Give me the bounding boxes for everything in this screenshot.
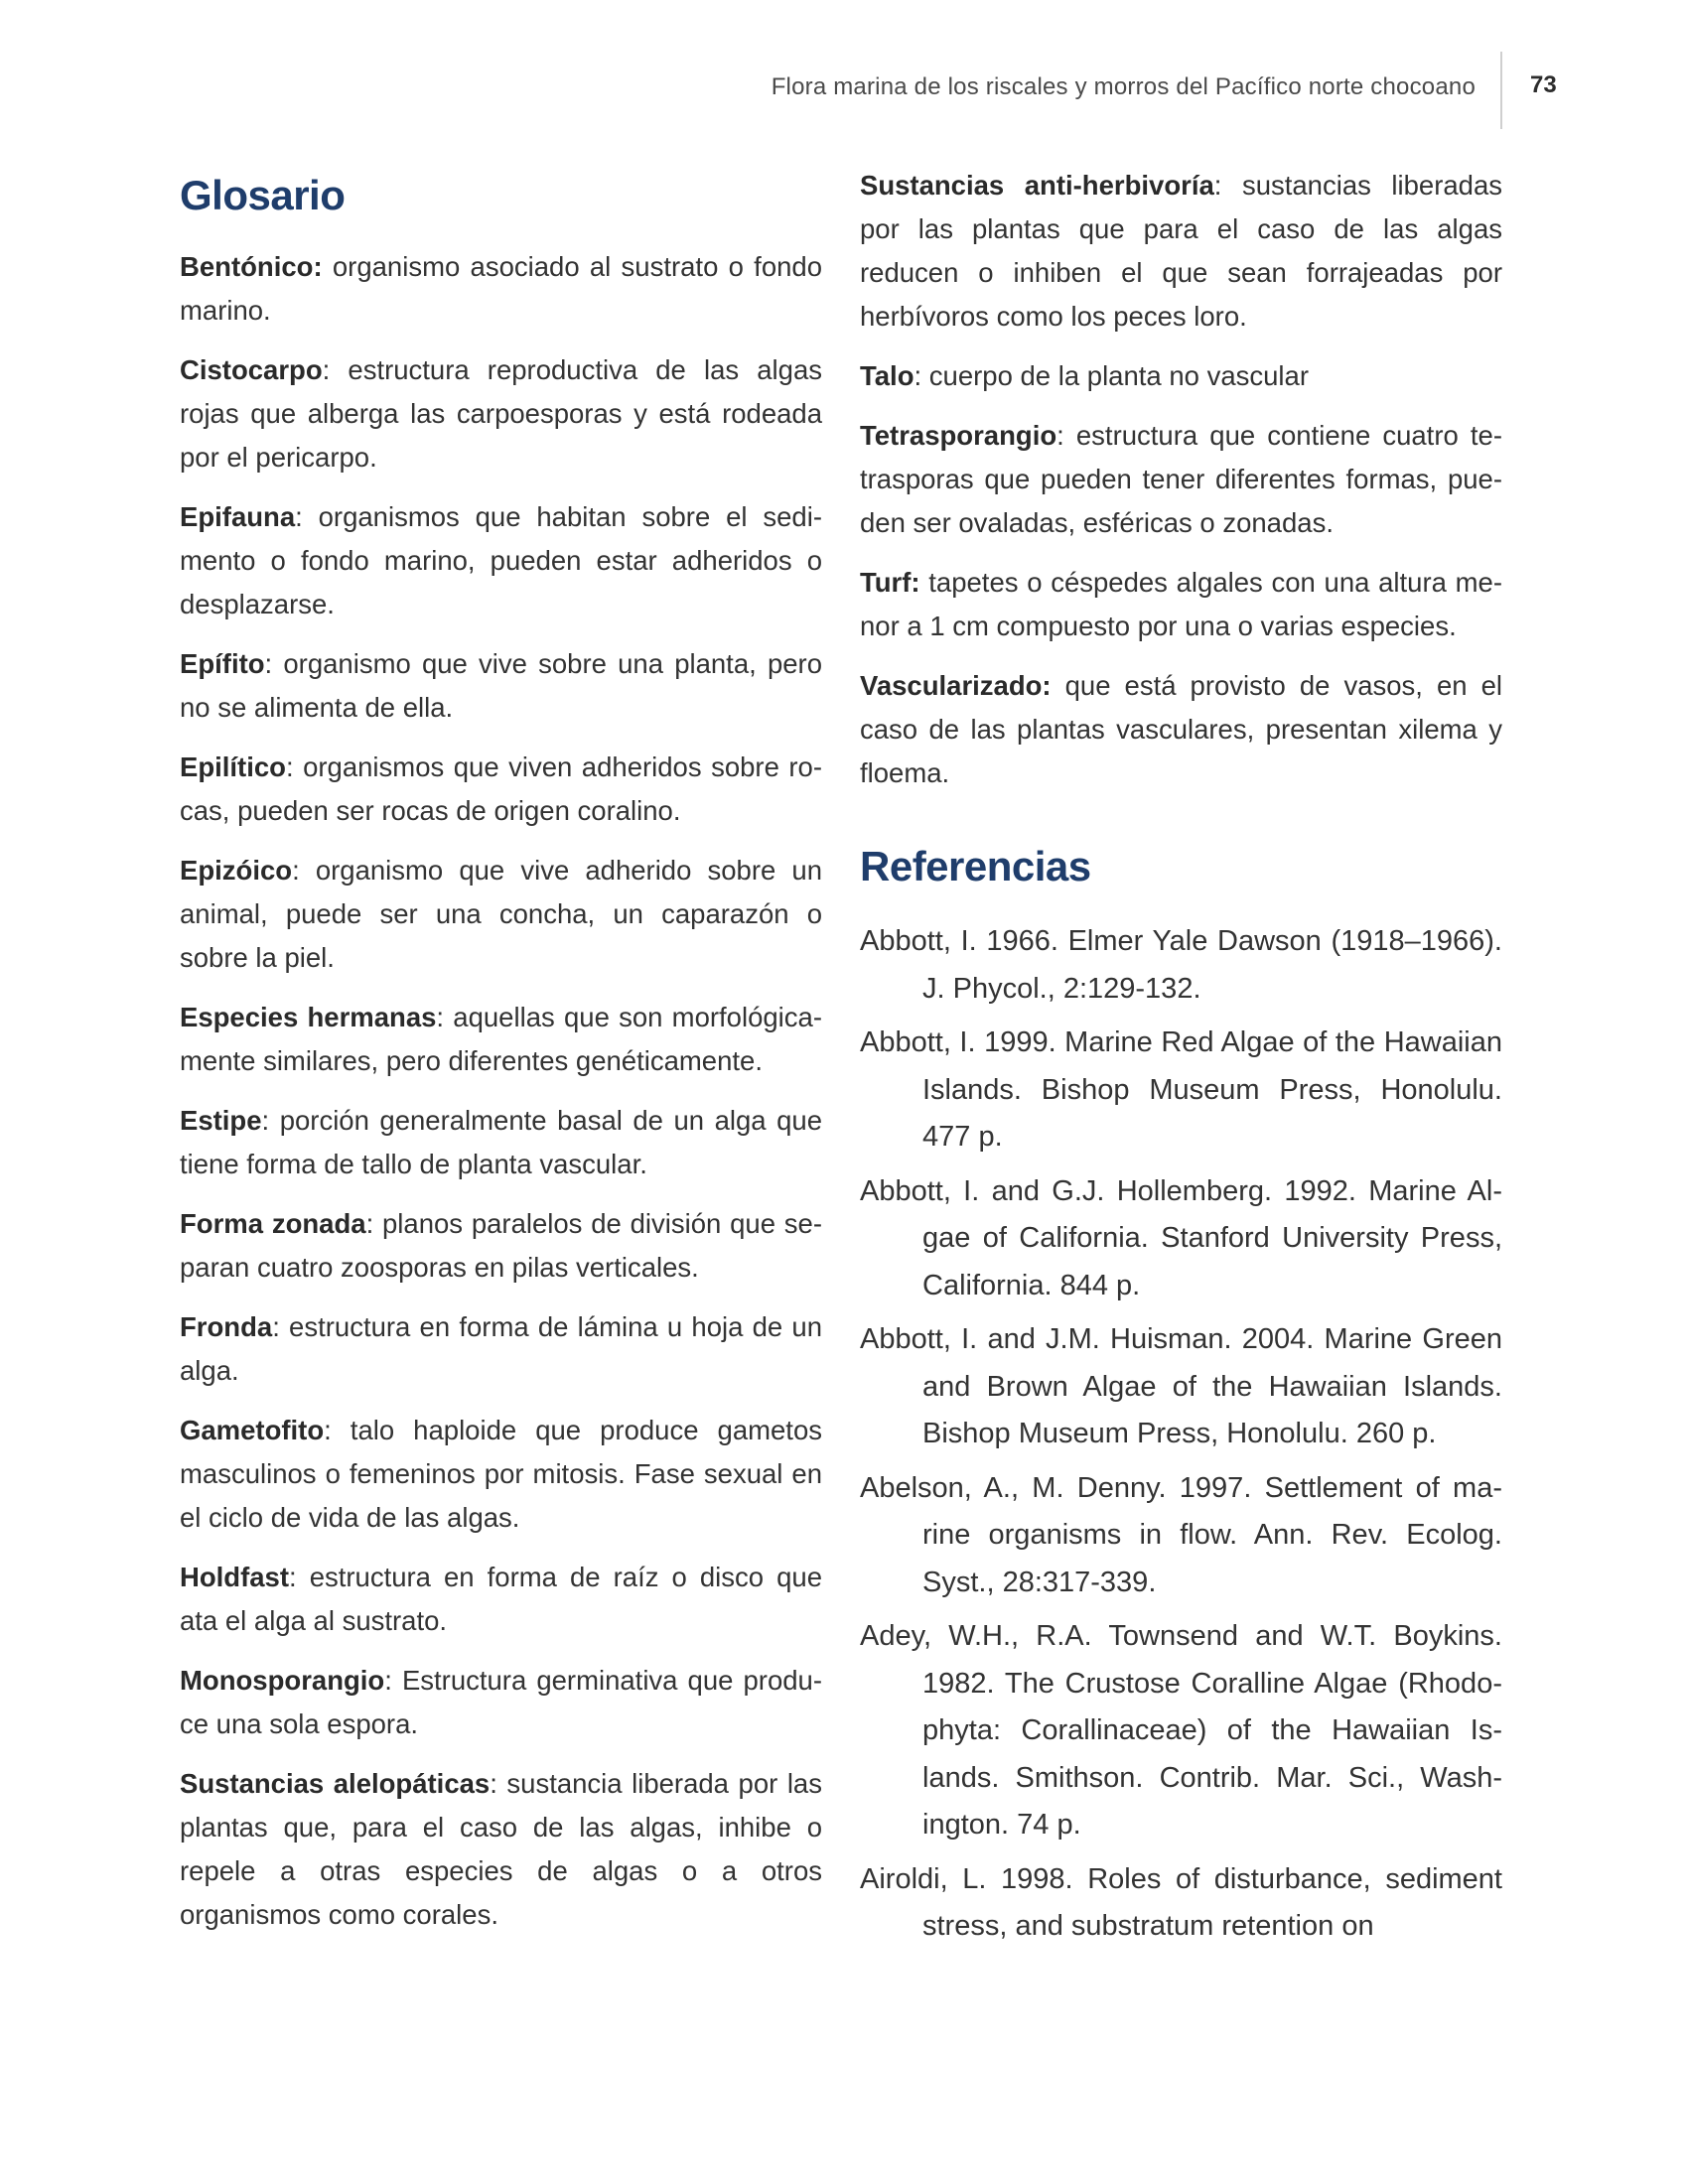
- glossary-definition: estructura reproductiva de las algas rojas que alberga las carpoesporas y está rodeada por el pericarpo.: [180, 354, 822, 473]
- left-column: [180, 164, 822, 1953]
- glossary-definition: organismos que habitan sobre el sedimento o fondo marino, pueden estar adheridos o desplazarse.: [180, 501, 822, 619]
- glossary-entry: [180, 1556, 822, 1643]
- glossary-separator: :: [914, 360, 922, 391]
- glossary-entry: [180, 348, 822, 479]
- glossary-term: Sustancias alelopáticas: [180, 1768, 491, 1799]
- glossary-separator: :: [292, 855, 300, 886]
- glossary-term: Sustancias anti-herbivoría: [860, 170, 1214, 201]
- glossary-definition: sustancia liberada por las plantas que, para el caso de las algas, inhibe o repele a otras especies de algas o a otros organismos como corales.: [180, 1768, 822, 1930]
- glossary-term: Monosporangio: [180, 1665, 385, 1696]
- glossary-term: Epifauna: [180, 501, 296, 532]
- glossary-separator: :: [272, 1311, 280, 1342]
- glossary-term: Estipe: [180, 1105, 262, 1136]
- glossary-entry: [180, 495, 822, 626]
- glossary-definition: cuerpo de la planta no vascular: [921, 360, 1309, 391]
- glossary-definition: Estructura germinativa que produce una sola espora.: [180, 1665, 822, 1739]
- glossary-term: Epizóico: [180, 855, 293, 886]
- glossary-term: Especies hermanas: [180, 1002, 437, 1032]
- glossary-separator: :: [436, 1002, 445, 1032]
- glossary-separator: :: [1213, 170, 1222, 201]
- reference-entry: Abbott, I. 1966. Elmer Yale Dawson (1918–1966). J. Phycol., 2:129-132.: [860, 925, 1502, 1005]
- glossary-separator: :: [365, 1208, 374, 1239]
- glossary-term: Talo: [860, 360, 914, 391]
- glossary-separator: :: [1056, 420, 1064, 451]
- glossary-entry: [180, 642, 822, 730]
- glossary-entry: [180, 245, 822, 333]
- references-title: Referencias: [860, 843, 1091, 889]
- reference-entry: Abelson, A., M. Denny. 1997. Settlement of marine organisms in flow. Ann. Rev. Ecolog. Syst., 28:317-339.: [860, 1471, 1502, 1598]
- glossary-separator: :: [295, 501, 303, 532]
- glossary-definition: porción generalmente basal de un alga que tiene forma de tallo de planta vascular.: [180, 1105, 822, 1179]
- glossary-entry: [180, 1202, 822, 1290]
- page-number: 73: [1530, 71, 1557, 98]
- glossary-term: Forma zonada: [180, 1208, 366, 1239]
- glossary-separator: :: [322, 354, 331, 385]
- glossary-term: Tetrasporangio: [860, 420, 1057, 451]
- glossary-definition: que está provisto de vasos, en el caso de las plantas vasculares, presentan xilema y floema.: [860, 670, 1502, 788]
- glossary-entry: [180, 746, 822, 833]
- glossary-entry: [180, 1762, 822, 1937]
- glossary-entry: [180, 1409, 822, 1540]
- glossary-entry: [860, 164, 1502, 339]
- glossary-definition: organismo asociado al sustrato o fondo marino.: [180, 251, 822, 326]
- right-column: [860, 164, 1502, 1958]
- reference-entry: Abbott, I. and J.M. Huisman. 2004. Marine Green and Brown Algae of the Hawaiian Islands. Bishop Museum Press, Honolulu. 260 p.: [860, 1323, 1502, 1449]
- glossary-separator: :: [324, 1415, 332, 1445]
- glossary-entry: [860, 354, 1502, 398]
- glossary-definition: organismos que viven adheridos sobre rocas, pueden ser rocas de origen coralino.: [180, 751, 822, 826]
- glossary-definition: sustancias liberadas por las plantas que para el caso de las algas reducen o inhiben el que sean forrajeadas por herbívoros como los peces loro.: [860, 170, 1503, 332]
- glossary-term: Fronda: [180, 1311, 273, 1342]
- reference-entry: Airoldi, L. 1998. Roles of disturbance, sediment stress, and substratum retention on: [860, 1862, 1502, 1942]
- glossary-definition: organismo que vive sobre una planta, pero no se alimenta de ella.: [180, 648, 822, 723]
- glossary-term: Vascularizado:: [860, 670, 1052, 701]
- glossary-title: Glosario: [180, 172, 346, 218]
- reference-entry: Adey, W.H., R.A. Townsend and W.T. Boykins. 1982. The Crustose Coralline Algae (Rhodophyta: Corallinaceae) of the Hawaiian Islands. Smithson. Contrib. Mar. Sci., Washington. 74 p.: [860, 1620, 1502, 1841]
- reference-entry: Abbott, I. 1999. Marine Red Algae of the Hawaiian Islands. Bishop Museum Press, Honolulu. 477 p.: [860, 1026, 1502, 1153]
- glossary-term: Epilítico: [180, 751, 286, 782]
- reference-entry: Abbott, I. and G.J. Hollemberg. 1992. Marine Algae of California. Stanford University Press, California. 844 p.: [860, 1174, 1502, 1301]
- glossary-definition: estructura en forma de raíz o disco que ata el alga al sustrato.: [180, 1562, 822, 1636]
- glossary-term: Cistocarpo: [180, 354, 323, 385]
- glossary-term: Gametofito: [180, 1415, 325, 1445]
- glossary-separator: :: [384, 1665, 392, 1696]
- glossary-entry: [180, 1305, 822, 1393]
- page-header: [0, 0, 1688, 129]
- glossary-separator: :: [261, 1105, 270, 1136]
- glossary-entry: [180, 849, 822, 980]
- glossary-list-right: [860, 164, 1502, 795]
- glossary-term: Turf:: [860, 567, 920, 598]
- glossary-definition: estructura que contiene cuatro tetrasporas que pueden tener diferentes formas, pueden ser ovaladas, esféricas o zonadas.: [860, 420, 1502, 538]
- glossary-entry: [860, 414, 1502, 545]
- glossary-definition: organismo que vive adherido sobre un animal, puede ser una concha, un caparazón o sobre la piel.: [180, 855, 822, 973]
- glossary-list-left: [180, 245, 822, 1937]
- glossary-definition: planos paralelos de división que separan cuatro zoosporas en pilas verticales.: [180, 1208, 823, 1283]
- glossary-entry: [180, 996, 822, 1083]
- glossary-definition: estructura en forma de lámina u hoja de un alga.: [180, 1311, 822, 1386]
- glossary-definition: aquellas que son morfológicamente similares, pero diferentes genéticamente.: [180, 1002, 822, 1076]
- running-title: Flora marina de los riscales y morros del Pacífico norte chocoano: [771, 73, 1476, 100]
- glossary-separator: :: [490, 1768, 497, 1799]
- glossary-term: Bentónico:: [180, 251, 323, 282]
- header-divider: [1500, 52, 1502, 129]
- references-list: [860, 918, 1502, 1951]
- glossary-term: Holdfast: [180, 1562, 289, 1592]
- glossary-entry: [180, 1659, 822, 1746]
- glossary-entry: [860, 561, 1502, 648]
- glossary-entry: [180, 1099, 822, 1186]
- glossary-separator: :: [285, 751, 294, 782]
- glossary-term: Epífito: [180, 648, 265, 679]
- glossary-separator: :: [289, 1562, 297, 1592]
- glossary-definition: talo haploide que produce gametos masculinos o femeninos por mitosis. Fase sexual en el ciclo de vida de las algas.: [180, 1415, 822, 1533]
- glossary-entry: [860, 664, 1502, 795]
- glossary-separator: :: [264, 648, 273, 679]
- glossary-definition: tapetes o céspedes algales con una altura menor a 1 cm compuesto por una o varias especies.: [860, 567, 1502, 641]
